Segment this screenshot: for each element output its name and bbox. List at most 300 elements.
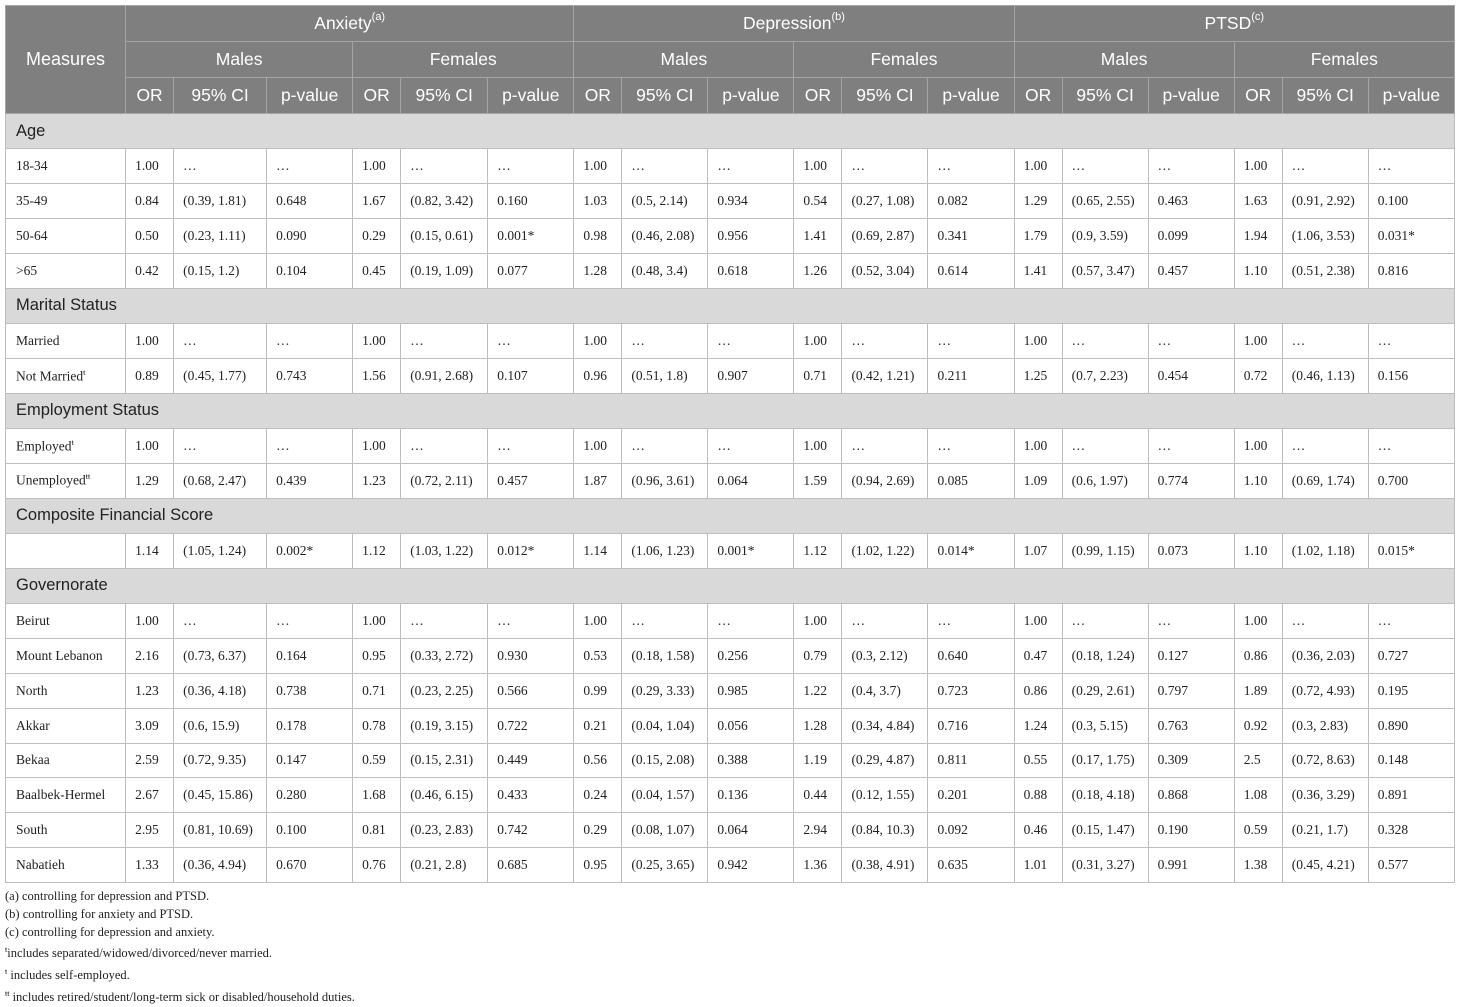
table-cell: … bbox=[1062, 149, 1148, 184]
table-cell: 1.00 bbox=[126, 428, 174, 463]
section-row bbox=[6, 498, 1455, 533]
table-cell: … bbox=[842, 149, 928, 184]
table-cell: (0.15, 1.47) bbox=[1062, 813, 1148, 848]
stat-header: p-value bbox=[488, 78, 574, 114]
table-cell: 1.00 bbox=[1014, 428, 1062, 463]
table-cell: 0.797 bbox=[1148, 673, 1234, 708]
stat-header: p-value bbox=[1368, 78, 1454, 114]
table-cell: 0.79 bbox=[794, 638, 842, 673]
table-cell: … bbox=[401, 149, 488, 184]
row-label-text: Akkar bbox=[16, 717, 50, 733]
table-cell: … bbox=[842, 603, 928, 638]
table-cell: 1.25 bbox=[1014, 358, 1062, 393]
footnote bbox=[5, 888, 355, 906]
stat-header: p-value bbox=[928, 78, 1014, 114]
table-cell: 0.722 bbox=[488, 708, 574, 743]
table-cell: 0.012* bbox=[488, 533, 574, 568]
table-cell: 0.085 bbox=[928, 463, 1014, 498]
table-cell: (1.02, 1.18) bbox=[1282, 533, 1368, 568]
table-cell: 0.104 bbox=[267, 253, 353, 288]
footnote-text: includes separated/widowed/divorced/never married. bbox=[7, 946, 273, 961]
table-cell: (0.99, 1.15) bbox=[1062, 533, 1148, 568]
table-cell: 0.014* bbox=[928, 533, 1014, 568]
table-cell: 0.190 bbox=[1148, 813, 1234, 848]
table-cell: 0.47 bbox=[1014, 638, 1062, 673]
table-cell: 0.92 bbox=[1234, 708, 1282, 743]
table-cell: 1.00 bbox=[574, 323, 622, 358]
table-cell: 1.00 bbox=[353, 323, 401, 358]
table-cell: (0.42, 1.21) bbox=[842, 358, 928, 393]
table-cell: (0.69, 1.74) bbox=[1282, 463, 1368, 498]
stat-header: 95% CI bbox=[401, 78, 488, 114]
table-cell: 0.457 bbox=[1148, 253, 1234, 288]
table-cell: 0.685 bbox=[488, 848, 574, 883]
table-row bbox=[6, 708, 1455, 743]
table-cell: (0.15, 0.61) bbox=[401, 218, 488, 253]
table-body bbox=[6, 114, 1455, 883]
table-cell: 0.59 bbox=[353, 743, 401, 778]
table-row bbox=[6, 778, 1455, 813]
table-cell: (0.15, 2.31) bbox=[401, 743, 488, 778]
footnote bbox=[5, 963, 355, 985]
table-cell: (1.06, 3.53) bbox=[1282, 218, 1368, 253]
table-cell: 0.127 bbox=[1148, 638, 1234, 673]
table-cell: 1.28 bbox=[794, 708, 842, 743]
table-cell: … bbox=[1282, 323, 1368, 358]
table-cell: 0.640 bbox=[928, 638, 1014, 673]
table-cell: 0.648 bbox=[267, 184, 353, 219]
table-cell: (1.02, 1.22) bbox=[842, 533, 928, 568]
row-label-text: South bbox=[16, 822, 48, 838]
row-label-text: Beirut bbox=[16, 612, 50, 628]
table-cell: 1.12 bbox=[794, 533, 842, 568]
table-cell: 1.09 bbox=[1014, 463, 1062, 498]
table-cell: 0.635 bbox=[928, 848, 1014, 883]
table-cell: 1.67 bbox=[353, 184, 401, 219]
outcome-header-note: (c) bbox=[1251, 11, 1265, 24]
table-cell: 0.064 bbox=[708, 463, 794, 498]
stat-header: p-value bbox=[708, 78, 794, 114]
table-cell: 0.670 bbox=[267, 848, 353, 883]
table-cell: 0.577 bbox=[1368, 848, 1454, 883]
table-cell: (0.82, 3.42) bbox=[401, 184, 488, 219]
table-row bbox=[6, 638, 1455, 673]
table-cell: … bbox=[267, 603, 353, 638]
table-cell: 0.727 bbox=[1368, 638, 1454, 673]
table-cell: 0.211 bbox=[928, 358, 1014, 393]
table-cell: 1.14 bbox=[574, 533, 622, 568]
table-cell: (0.73, 6.37) bbox=[174, 638, 267, 673]
table-cell: (0.23, 2.25) bbox=[401, 673, 488, 708]
table-cell: 0.742 bbox=[488, 813, 574, 848]
stat-header: 95% CI bbox=[842, 78, 928, 114]
table-cell: (0.36, 4.18) bbox=[174, 673, 267, 708]
table-cell: … bbox=[1368, 149, 1454, 184]
table-row bbox=[6, 149, 1455, 184]
stat-header: 95% CI bbox=[1062, 78, 1148, 114]
table-cell: 1.56 bbox=[353, 358, 401, 393]
table-cell: (1.05, 1.24) bbox=[174, 533, 267, 568]
table-cell: 1.00 bbox=[794, 428, 842, 463]
outcome-header-label: PTSD bbox=[1204, 13, 1252, 33]
table-cell: 0.566 bbox=[488, 673, 574, 708]
table-cell: 1.00 bbox=[1234, 149, 1282, 184]
row-label-text: 50-64 bbox=[16, 227, 48, 243]
table-cell: 1.29 bbox=[1014, 184, 1062, 219]
row-label bbox=[6, 813, 126, 848]
outcome-header-label: Depression bbox=[742, 13, 832, 33]
table-cell: 0.388 bbox=[708, 743, 794, 778]
table-cell: … bbox=[267, 149, 353, 184]
section-row bbox=[6, 393, 1455, 428]
table-cell: 1.89 bbox=[1234, 673, 1282, 708]
table-cell: … bbox=[1148, 323, 1234, 358]
table-cell: … bbox=[1368, 428, 1454, 463]
table-cell: (0.6, 1.97) bbox=[1062, 463, 1148, 498]
table-cell: 0.942 bbox=[708, 848, 794, 883]
table-cell: 0.956 bbox=[708, 218, 794, 253]
row-label bbox=[6, 708, 126, 743]
table-cell: 0.700 bbox=[1368, 463, 1454, 498]
table-cell: … bbox=[1282, 428, 1368, 463]
table-cell: 0.934 bbox=[708, 184, 794, 219]
table-cell: 0.24 bbox=[574, 778, 622, 813]
row-label bbox=[6, 149, 126, 184]
table-cell: (0.3, 2.83) bbox=[1282, 708, 1368, 743]
table-cell: 0.082 bbox=[928, 184, 1014, 219]
table-cell: (1.03, 1.22) bbox=[401, 533, 488, 568]
table-cell: 0.816 bbox=[1368, 253, 1454, 288]
table-cell: 1.22 bbox=[794, 673, 842, 708]
table-cell: 0.147 bbox=[267, 743, 353, 778]
table-cell: 0.100 bbox=[1368, 184, 1454, 219]
section-row bbox=[6, 114, 1455, 149]
table-cell: (0.46, 1.13) bbox=[1282, 358, 1368, 393]
table-cell: (0.46, 2.08) bbox=[622, 218, 708, 253]
section-title: Governorate bbox=[6, 568, 1455, 603]
table-cell: … bbox=[928, 428, 1014, 463]
table-cell: (1.06, 1.23) bbox=[622, 533, 708, 568]
footnote bbox=[5, 924, 355, 942]
table-cell: 2.5 bbox=[1234, 743, 1282, 778]
table-cell: 0.723 bbox=[928, 673, 1014, 708]
footnote-text: (b) controlling for anxiety and PTSD. bbox=[5, 906, 194, 921]
stat-header: OR bbox=[126, 78, 174, 114]
stat-header: OR bbox=[1234, 78, 1282, 114]
table-cell: 1.79 bbox=[1014, 218, 1062, 253]
table-cell: (0.04, 1.57) bbox=[622, 778, 708, 813]
table-cell: 1.28 bbox=[574, 253, 622, 288]
row-label bbox=[6, 673, 126, 708]
row-label-text: Bekaa bbox=[16, 752, 50, 768]
table-cell: (0.23, 1.11) bbox=[174, 218, 267, 253]
table-cell: 1.00 bbox=[1234, 603, 1282, 638]
table-cell: 0.930 bbox=[488, 638, 574, 673]
row-label bbox=[6, 184, 126, 219]
table-cell: (0.38, 4.91) bbox=[842, 848, 928, 883]
table-cell: (0.52, 3.04) bbox=[842, 253, 928, 288]
table-cell: (0.18, 1.24) bbox=[1062, 638, 1148, 673]
regression-table-container bbox=[5, 5, 1455, 883]
table-cell: … bbox=[488, 149, 574, 184]
table-cell: 0.891 bbox=[1368, 778, 1454, 813]
table-cell: … bbox=[488, 323, 574, 358]
table-cell: 0.077 bbox=[488, 253, 574, 288]
sex-header: Females bbox=[1234, 42, 1454, 78]
footnote-sup: ŧŧ bbox=[5, 989, 10, 999]
table-cell: 0.811 bbox=[928, 743, 1014, 778]
row-label-sup: ŧ bbox=[83, 367, 86, 377]
table-cell: (0.69, 2.87) bbox=[842, 218, 928, 253]
table-cell: 0.092 bbox=[928, 813, 1014, 848]
table-cell: 0.55 bbox=[1014, 743, 1062, 778]
stat-header: 95% CI bbox=[622, 78, 708, 114]
table-cell: 0.463 bbox=[1148, 184, 1234, 219]
table-cell: (0.48, 3.4) bbox=[622, 253, 708, 288]
table-row bbox=[6, 428, 1455, 463]
section-row bbox=[6, 288, 1455, 323]
table-cell: 0.743 bbox=[267, 358, 353, 393]
table-cell: (0.23, 2.83) bbox=[401, 813, 488, 848]
table-header bbox=[6, 6, 1455, 114]
table-cell: 1.00 bbox=[353, 149, 401, 184]
table-cell: (0.04, 1.04) bbox=[622, 708, 708, 743]
table-cell: (0.51, 2.38) bbox=[1282, 253, 1368, 288]
table-cell: (0.34, 4.84) bbox=[842, 708, 928, 743]
sex-header: Males bbox=[126, 42, 353, 78]
table-cell: (0.27, 1.08) bbox=[842, 184, 928, 219]
section-title: Employment Status bbox=[6, 393, 1455, 428]
table-cell: 2.16 bbox=[126, 638, 174, 673]
table-cell: … bbox=[401, 428, 488, 463]
table-cell: … bbox=[174, 603, 267, 638]
table-cell: 0.064 bbox=[708, 813, 794, 848]
table-cell: (0.45, 1.77) bbox=[174, 358, 267, 393]
table-cell: 0.45 bbox=[353, 253, 401, 288]
table-cell: 0.341 bbox=[928, 218, 1014, 253]
table-row bbox=[6, 358, 1455, 393]
table-cell: 1.00 bbox=[1234, 428, 1282, 463]
table-cell: 1.14 bbox=[126, 533, 174, 568]
table-cell: (0.57, 3.47) bbox=[1062, 253, 1148, 288]
row-label-text: 18-34 bbox=[16, 158, 48, 174]
table-cell: 0.84 bbox=[126, 184, 174, 219]
table-cell: … bbox=[928, 149, 1014, 184]
row-label-text: Nabatieh bbox=[16, 857, 65, 873]
footnote bbox=[5, 985, 355, 1007]
table-cell: 1.63 bbox=[1234, 184, 1282, 219]
table-cell: 1.00 bbox=[574, 603, 622, 638]
stat-header: OR bbox=[794, 78, 842, 114]
table-cell: 1.10 bbox=[1234, 533, 1282, 568]
table-cell: 0.160 bbox=[488, 184, 574, 219]
sex-header: Males bbox=[574, 42, 794, 78]
table-cell: (0.33, 2.72) bbox=[401, 638, 488, 673]
sex-header: Females bbox=[794, 42, 1014, 78]
table-row bbox=[6, 323, 1455, 358]
stat-header: OR bbox=[353, 78, 401, 114]
table-cell: (0.36, 2.03) bbox=[1282, 638, 1368, 673]
table-cell: 1.23 bbox=[126, 673, 174, 708]
stat-header: p-value bbox=[267, 78, 353, 114]
table-row bbox=[6, 603, 1455, 638]
table-cell: (0.84, 10.3) bbox=[842, 813, 928, 848]
footnote bbox=[5, 906, 355, 924]
table-cell: 0.280 bbox=[267, 778, 353, 813]
table-cell: (0.39, 1.81) bbox=[174, 184, 267, 219]
row-label-text: Employed bbox=[16, 438, 72, 454]
table-row bbox=[6, 533, 1455, 568]
table-cell: (0.29, 3.33) bbox=[622, 673, 708, 708]
footnote-text: includes retired/student/long-term sick or disabled/household duties. bbox=[9, 990, 355, 1005]
row-label-text: >65 bbox=[16, 262, 38, 278]
table-cell: 1.26 bbox=[794, 253, 842, 288]
table-cell: (0.31, 3.27) bbox=[1062, 848, 1148, 883]
table-cell: 0.868 bbox=[1148, 778, 1234, 813]
table-cell: (0.45, 15.86) bbox=[174, 778, 267, 813]
table-cell: … bbox=[1062, 323, 1148, 358]
table-cell: … bbox=[267, 323, 353, 358]
table-cell: 0.015* bbox=[1368, 533, 1454, 568]
row-label-text: Not Married bbox=[16, 368, 84, 384]
table-cell: 0.031* bbox=[1368, 218, 1454, 253]
table-cell: 2.95 bbox=[126, 813, 174, 848]
table-cell: … bbox=[1148, 428, 1234, 463]
table-cell: (0.19, 3.15) bbox=[401, 708, 488, 743]
table-cell: … bbox=[488, 428, 574, 463]
section-title: Marital Status bbox=[6, 288, 1455, 323]
row-label-text: Mount Lebanon bbox=[16, 647, 103, 663]
table-cell: 0.89 bbox=[126, 358, 174, 393]
table-cell: 0.056 bbox=[708, 708, 794, 743]
outcome-header-note: (b) bbox=[831, 11, 845, 24]
table-cell: 0.090 bbox=[267, 218, 353, 253]
table-cell: (0.5, 2.14) bbox=[622, 184, 708, 219]
table-cell: 1.36 bbox=[794, 848, 842, 883]
table-cell: 1.68 bbox=[353, 778, 401, 813]
table-cell: … bbox=[174, 428, 267, 463]
section-title: Age bbox=[6, 114, 1455, 149]
row-label bbox=[6, 253, 126, 288]
table-cell: 0.99 bbox=[574, 673, 622, 708]
table-cell: 0.46 bbox=[1014, 813, 1062, 848]
odds-ratio-table bbox=[5, 5, 1455, 883]
table-cell: (0.36, 4.94) bbox=[174, 848, 267, 883]
table-cell: 1.29 bbox=[126, 463, 174, 498]
table-cell: 0.107 bbox=[488, 358, 574, 393]
table-cell: 1.12 bbox=[353, 533, 401, 568]
table-cell: 0.457 bbox=[488, 463, 574, 498]
table-cell: 1.41 bbox=[1014, 253, 1062, 288]
table-cell: (0.91, 2.68) bbox=[401, 358, 488, 393]
table-cell: 0.433 bbox=[488, 778, 574, 813]
table-cell: (0.9, 3.59) bbox=[1062, 218, 1148, 253]
table-cell: 0.073 bbox=[1148, 533, 1234, 568]
table-row bbox=[6, 743, 1455, 778]
footnote-text: (c) controlling for depression and anxiety. bbox=[5, 924, 215, 939]
table-cell: 2.67 bbox=[126, 778, 174, 813]
table-cell: 0.42 bbox=[126, 253, 174, 288]
table-cell: (0.17, 1.75) bbox=[1062, 743, 1148, 778]
table-cell: 0.148 bbox=[1368, 743, 1454, 778]
table-row bbox=[6, 253, 1455, 288]
table-cell: (0.3, 5.15) bbox=[1062, 708, 1148, 743]
table-cell: (0.81, 10.69) bbox=[174, 813, 267, 848]
table-cell: … bbox=[622, 603, 708, 638]
table-cell: … bbox=[1282, 149, 1368, 184]
table-cell: (0.4, 3.7) bbox=[842, 673, 928, 708]
header-row-stats bbox=[6, 78, 1455, 114]
table-cell: 1.00 bbox=[1014, 323, 1062, 358]
table-cell: 0.71 bbox=[353, 673, 401, 708]
table-cell: … bbox=[401, 323, 488, 358]
table-cell: (0.29, 4.87) bbox=[842, 743, 928, 778]
section-title: Composite Financial Score bbox=[6, 498, 1455, 533]
row-label bbox=[6, 603, 126, 638]
table-cell: … bbox=[1368, 603, 1454, 638]
table-cell: (0.18, 1.58) bbox=[622, 638, 708, 673]
outcome-header bbox=[574, 6, 1014, 42]
table-cell: 1.41 bbox=[794, 218, 842, 253]
table-cell: (0.72, 9.35) bbox=[174, 743, 267, 778]
table-cell: 0.88 bbox=[1014, 778, 1062, 813]
row-label bbox=[6, 638, 126, 673]
table-row bbox=[6, 184, 1455, 219]
table-cell: (0.29, 2.61) bbox=[1062, 673, 1148, 708]
table-cell: (0.6, 15.9) bbox=[174, 708, 267, 743]
row-label bbox=[6, 323, 126, 358]
table-cell: 1.07 bbox=[1014, 533, 1062, 568]
table-cell: 0.256 bbox=[708, 638, 794, 673]
table-cell: … bbox=[267, 428, 353, 463]
table-cell: 0.29 bbox=[574, 813, 622, 848]
table-cell: 0.763 bbox=[1148, 708, 1234, 743]
row-label bbox=[6, 533, 126, 568]
table-cell: … bbox=[1062, 428, 1148, 463]
table-cell: 1.00 bbox=[794, 323, 842, 358]
table-cell: 0.76 bbox=[353, 848, 401, 883]
table-cell: (0.65, 2.55) bbox=[1062, 184, 1148, 219]
row-label bbox=[6, 218, 126, 253]
table-cell: 0.614 bbox=[928, 253, 1014, 288]
footnote-text: includes self-employed. bbox=[7, 968, 130, 983]
table-cell: 0.98 bbox=[574, 218, 622, 253]
row-label-text: 35-49 bbox=[16, 193, 48, 209]
table-cell: 1.00 bbox=[574, 149, 622, 184]
table-cell: (0.18, 4.18) bbox=[1062, 778, 1148, 813]
footnote-sup: ŧ bbox=[5, 945, 8, 955]
table-cell: 0.56 bbox=[574, 743, 622, 778]
table-cell: 0.86 bbox=[1014, 673, 1062, 708]
table-cell: (0.96, 3.61) bbox=[622, 463, 708, 498]
table-cell: 0.449 bbox=[488, 743, 574, 778]
table-cell: 0.195 bbox=[1368, 673, 1454, 708]
table-cell: (0.46, 6.15) bbox=[401, 778, 488, 813]
table-cell: 0.53 bbox=[574, 638, 622, 673]
table-cell: 0.78 bbox=[353, 708, 401, 743]
table-cell: 0.985 bbox=[708, 673, 794, 708]
table-cell: 1.00 bbox=[353, 603, 401, 638]
header-row-outcomes bbox=[6, 6, 1455, 42]
table-cell: 0.100 bbox=[267, 813, 353, 848]
row-label bbox=[6, 358, 126, 393]
table-cell: … bbox=[1282, 603, 1368, 638]
stat-header: p-value bbox=[1148, 78, 1234, 114]
table-cell: (0.25, 3.65) bbox=[622, 848, 708, 883]
table-cell: … bbox=[1062, 603, 1148, 638]
table-cell: 1.24 bbox=[1014, 708, 1062, 743]
table-cell: 1.87 bbox=[574, 463, 622, 498]
